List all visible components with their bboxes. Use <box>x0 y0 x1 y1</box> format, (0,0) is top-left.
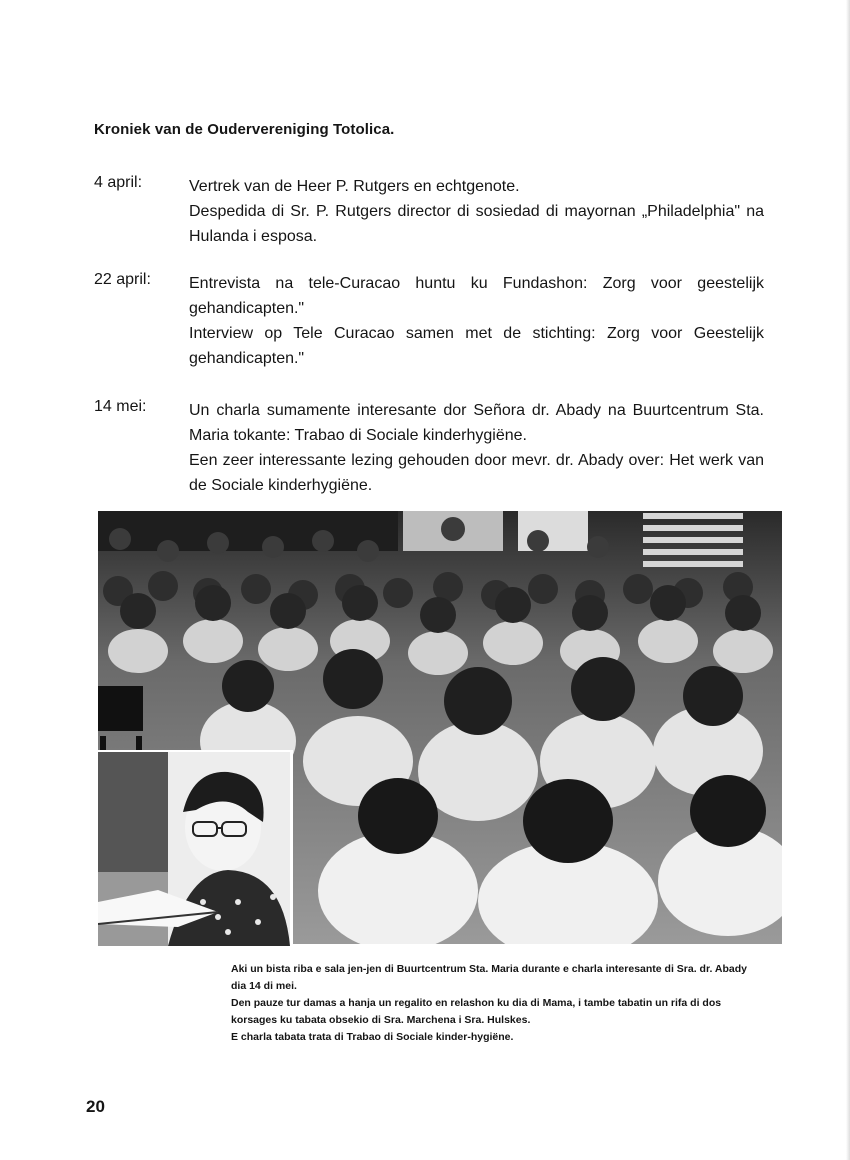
entry-paragraph: Entrevista na tele-Curacao huntu ku Fundashon: Zorg voor geestelijk gehandicapten." <box>189 275 764 317</box>
caption-line: Den pauze tur damas a hanja un regalito en relashon ku dia di Mama, i tambe tabatin un rifa di dos korsages ku tabata obsekio di Sra. Marchena i Sra. Hulskes. <box>231 997 722 1026</box>
entry-date: 14 mei: <box>94 398 147 415</box>
entry-text <box>189 398 764 498</box>
page-edge <box>846 0 850 1160</box>
page-title: Kroniek van de Oudervereniging Totolica. <box>94 121 395 138</box>
entry-paragraph: Vertrek van de Heer P. Rutgers en echtgenote. <box>189 178 520 195</box>
entry-paragraph: Interview op Tele Curacao samen met de stichting: Zorg voor Geestelijk gehandicapten." <box>189 325 764 367</box>
entry-text <box>189 174 764 249</box>
caption-line: Aki un bista riba e sala jen-jen di Buurtcentrum Sta. Maria durante e charla interesante di Sra. dr. Abady dia 14 di mei. <box>231 963 748 992</box>
page-number: 20 <box>86 1097 105 1116</box>
entry-text <box>189 271 764 371</box>
entry-date: 4 april: <box>94 174 143 191</box>
speaker-inset-photo <box>98 750 293 946</box>
entry-paragraph: Despedida di Sr. P. Rutgers director di sosiedad di mayornan „Philadelphia" na Hulanda i esposa. <box>189 203 764 245</box>
entry-date: 22 april: <box>94 271 151 288</box>
entry-paragraph: Een zeer interessante lezing gehouden door mevr. dr. Abady over: Het werk van de Sociale kinderhygiëne. <box>189 452 764 494</box>
caption-line: E charla tabata trata di Trabao di Sociale kinder-hygiëne. <box>231 1031 514 1043</box>
entry-paragraph: Un charla sumamente interesante dor Señora dr. Abady na Buurtcentrum Sta. Maria tokante: Trabao di Sociale kinderhygiëne. <box>189 402 764 444</box>
photo-caption <box>231 961 761 1046</box>
